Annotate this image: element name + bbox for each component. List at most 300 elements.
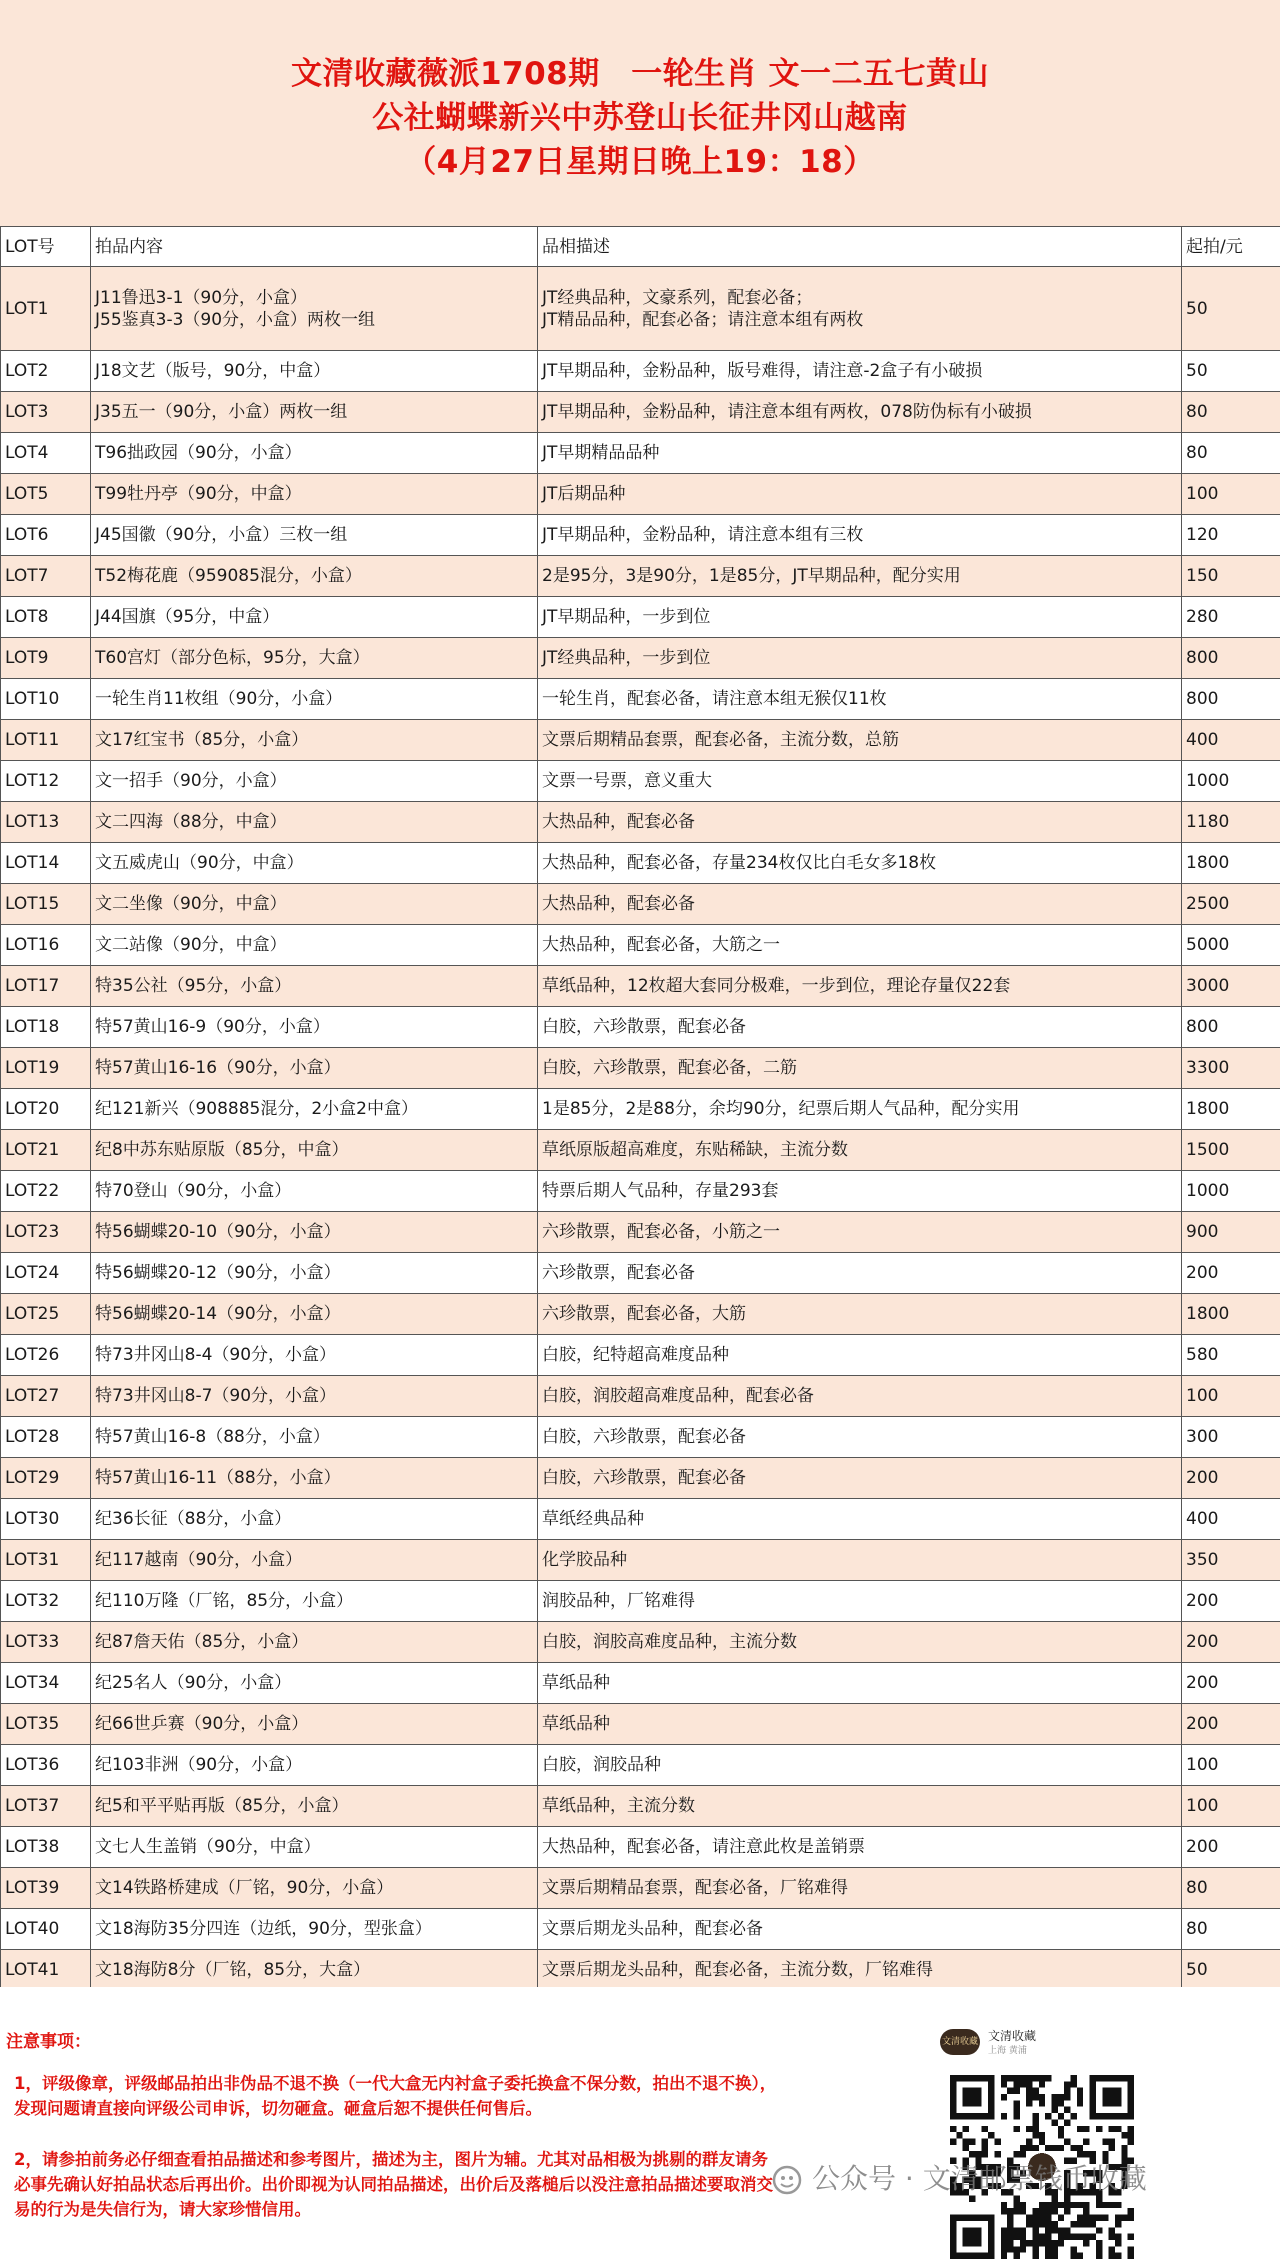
notes-section (0, 1987, 1280, 2257)
table-row (1, 1540, 1280, 1581)
lot-start-price: 200 (1182, 1704, 1280, 1745)
lot-number: LOT28 (1, 1417, 91, 1458)
lot-description-line: 2是95分，3是90分，1是85分，JT早期品种，配分实用 (542, 565, 1177, 587)
lot-start-price: 400 (1182, 720, 1280, 761)
lot-start-price: 580 (1182, 1335, 1280, 1376)
lot-number: LOT2 (1, 351, 91, 392)
lot-number: LOT27 (1, 1376, 91, 1417)
lot-description (538, 351, 1182, 392)
lot-start-price: 800 (1182, 638, 1280, 679)
lot-description-line: 文票后期龙头品种，配套必备，主流分数，厂铭难得 (542, 1959, 1177, 1981)
lot-content (91, 597, 538, 638)
lot-content (91, 1335, 538, 1376)
lot-number: LOT6 (1, 515, 91, 556)
lot-number: LOT19 (1, 1048, 91, 1089)
lot-start-price: 100 (1182, 474, 1280, 515)
table-row (1, 1171, 1280, 1212)
lot-content-line: 特56蝴蝶20-14（90分，小盒） (95, 1303, 533, 1325)
lot-content (91, 802, 538, 843)
lot-number: LOT16 (1, 925, 91, 966)
lot-content-line: 文14铁路桥建成（厂铭，90分，小盒） (95, 1877, 533, 1899)
table-row (1, 1745, 1280, 1786)
lot-description-line: 六珍散票，配套必备，大筋 (542, 1303, 1177, 1325)
lot-content-line: 特73井冈山8-7（90分，小盒） (95, 1385, 533, 1407)
lot-content-line: 文一招手（90分，小盒） (95, 770, 533, 792)
lot-description-line: 特票后期人气品种，存量293套 (542, 1180, 1177, 1202)
lot-description-line: 白胶，六珍散票，配套必备 (542, 1016, 1177, 1038)
lot-number: LOT31 (1, 1540, 91, 1581)
lot-content (91, 1007, 538, 1048)
lot-start-price: 800 (1182, 679, 1280, 720)
column-header-content: 拍品内容 (91, 227, 538, 267)
table-row (1, 720, 1280, 761)
table-row (1, 267, 1280, 351)
lot-description-line: 润胶品种，厂铭难得 (542, 1590, 1177, 1612)
lot-start-price: 150 (1182, 556, 1280, 597)
table-row (1, 433, 1280, 474)
table-row (1, 802, 1280, 843)
lot-description (538, 1335, 1182, 1376)
lot-number: LOT38 (1, 1827, 91, 1868)
note-item-1: 1，评级像章，评级邮品拍出非伪品不退不换（一代大盒无内衬盒子委托换盒不保分数，拍出不退不换），发现问题请直接向评级公司申诉，切勿砸盒。砸盒后恕不提供任何售后。 (14, 2071, 784, 2121)
lot-number: LOT36 (1, 1745, 91, 1786)
lot-content (91, 1827, 538, 1868)
lot-description (538, 1745, 1182, 1786)
lot-content-line: 文17红宝书（85分，小盒） (95, 729, 533, 751)
lot-number: LOT11 (1, 720, 91, 761)
lot-description (538, 1581, 1182, 1622)
lot-number: LOT34 (1, 1663, 91, 1704)
brand-header (938, 2025, 1138, 2059)
table-row (1, 1294, 1280, 1335)
lot-description (538, 267, 1182, 351)
lot-content (91, 720, 538, 761)
lot-description (538, 884, 1182, 925)
lot-content (91, 1950, 538, 1991)
lot-description-line: 化学胶品种 (542, 1549, 1177, 1571)
table-row (1, 474, 1280, 515)
lot-content (91, 1704, 538, 1745)
lot-description-line: 草纸品种，主流分数 (542, 1795, 1177, 1817)
lot-start-price: 100 (1182, 1745, 1280, 1786)
lot-description (538, 1417, 1182, 1458)
lot-number: LOT18 (1, 1007, 91, 1048)
lot-description (538, 843, 1182, 884)
lot-description-line: JT早期品种，金粉品种，请注意本组有三枚 (542, 524, 1177, 546)
lot-start-price: 50 (1182, 351, 1280, 392)
lot-description-line: JT精品品种，配套必备；请注意本组有两枚 (542, 309, 1177, 331)
lot-description (538, 1130, 1182, 1171)
lot-description (538, 1499, 1182, 1540)
lot-content-line: 纪117越南（90分，小盒） (95, 1549, 533, 1571)
table-row (1, 1786, 1280, 1827)
page-header (0, 0, 1280, 226)
lot-content-line: 文18海防8分（厂铭，85分，大盒） (95, 1959, 533, 1981)
lot-start-price: 300 (1182, 1417, 1280, 1458)
lot-description (538, 597, 1182, 638)
lot-description (538, 1868, 1182, 1909)
lot-description (538, 556, 1182, 597)
table-row (1, 1048, 1280, 1089)
lot-number: LOT33 (1, 1622, 91, 1663)
lot-description (538, 1663, 1182, 1704)
lot-number: LOT15 (1, 884, 91, 925)
lot-start-price: 80 (1182, 1868, 1280, 1909)
lot-description-line: JT后期品种 (542, 483, 1177, 505)
lot-description-line: 文票后期精品套票，配套必备，主流分数，总筋 (542, 729, 1177, 751)
lot-content-line: 特57黄山16-11（88分，小盒） (95, 1467, 533, 1489)
lot-description (538, 1540, 1182, 1581)
lot-content-line: J11鲁迅3-1（90分，小盒） (95, 287, 533, 309)
table-row (1, 925, 1280, 966)
lot-content (91, 843, 538, 884)
lot-content (91, 1048, 538, 1089)
lot-description (538, 1786, 1182, 1827)
lot-content (91, 679, 538, 720)
lot-description (538, 1704, 1182, 1745)
lot-description-line: JT经典品种，一步到位 (542, 647, 1177, 669)
table-row (1, 679, 1280, 720)
lot-content (91, 1622, 538, 1663)
lot-content (91, 1253, 538, 1294)
lot-description (538, 1950, 1182, 1991)
table-row (1, 884, 1280, 925)
lot-description (538, 1089, 1182, 1130)
lot-content (91, 474, 538, 515)
lot-start-price: 80 (1182, 433, 1280, 474)
lot-number: LOT9 (1, 638, 91, 679)
lot-content-line: J55鉴真3-3（90分，小盒）两枚一组 (95, 309, 533, 331)
table-row (1, 1909, 1280, 1950)
lot-content (91, 1212, 538, 1253)
lot-start-price: 100 (1182, 1376, 1280, 1417)
lot-number: LOT4 (1, 433, 91, 474)
lot-description (538, 1171, 1182, 1212)
lot-number: LOT5 (1, 474, 91, 515)
lot-content-line: 特73井冈山8-4（90分，小盒） (95, 1344, 533, 1366)
lot-number: LOT39 (1, 1868, 91, 1909)
lot-description (538, 679, 1182, 720)
lot-number: LOT13 (1, 802, 91, 843)
table-row (1, 1376, 1280, 1417)
lot-description-line: 1是85分，2是88分，余均90分，纪票后期人气品种，配分实用 (542, 1098, 1177, 1120)
lot-content-line: 纪36长征（88分，小盒） (95, 1508, 533, 1530)
lot-number: LOT7 (1, 556, 91, 597)
lot-number: LOT35 (1, 1704, 91, 1745)
lot-content (91, 1294, 538, 1335)
lot-content-line: 文七人生盖销（90分，中盒） (95, 1836, 533, 1858)
lot-content-line: 特57黄山16-9（90分，小盒） (95, 1016, 533, 1038)
lot-content-line: T96拙政园（90分，小盒） (95, 442, 533, 464)
lot-number: LOT12 (1, 761, 91, 802)
lot-number: LOT37 (1, 1786, 91, 1827)
table-row (1, 761, 1280, 802)
table-row (1, 1335, 1280, 1376)
lot-content-line: 纪66世乒赛（90分，小盒） (95, 1713, 533, 1735)
lot-number: LOT14 (1, 843, 91, 884)
lot-content (91, 1540, 538, 1581)
lot-content-line: 文二坐像（90分，中盒） (95, 893, 533, 915)
lot-number: LOT40 (1, 1909, 91, 1950)
brand-location: 上海 黄浦 (988, 2043, 1027, 2056)
table-row (1, 1499, 1280, 1540)
lot-description-line: 白胶，润胶超高难度品种，配套必备 (542, 1385, 1177, 1407)
watermark-text: 公众号 · 文清邮票钱币收藏 (812, 2162, 1147, 2195)
lot-number: LOT1 (1, 267, 91, 351)
lot-description (538, 1212, 1182, 1253)
lot-content-line: 纪121新兴（908885混分，2小盒2中盒） (95, 1098, 533, 1120)
table-row (1, 843, 1280, 884)
lot-content-line: 一轮生肖11枚组（90分，小盒） (95, 688, 533, 710)
lot-description (538, 1253, 1182, 1294)
lot-content-line: 特35公社（95分，小盒） (95, 975, 533, 997)
lot-content (91, 433, 538, 474)
lot-content (91, 392, 538, 433)
lot-content (91, 1909, 538, 1950)
lot-content (91, 1458, 538, 1499)
table-row (1, 1622, 1280, 1663)
brand-name: 文清收藏 (988, 2027, 1036, 2044)
lot-description-line: 白胶，六珍散票，配套必备 (542, 1467, 1177, 1489)
lot-content-line: 文二四海（88分，中盒） (95, 811, 533, 833)
lot-start-price: 200 (1182, 1622, 1280, 1663)
lot-start-price: 3300 (1182, 1048, 1280, 1089)
lot-number: LOT22 (1, 1171, 91, 1212)
lot-content (91, 1376, 538, 1417)
lot-number: LOT41 (1, 1950, 91, 1991)
lot-content-line: 特57黄山16-16（90分，小盒） (95, 1057, 533, 1079)
title-line-1: 文清收藏薇派1708期 一轮生肖 文一二五七黄山 (0, 52, 1280, 96)
lot-number: LOT17 (1, 966, 91, 1007)
table-row (1, 1663, 1280, 1704)
lot-content-line: 文五威虎山（90分，中盒） (95, 852, 533, 874)
table-row (1, 392, 1280, 433)
lot-description-line: 白胶，润胶高难度品种，主流分数 (542, 1631, 1177, 1653)
lot-content-line: 特70登山（90分，小盒） (95, 1180, 533, 1202)
lot-number: LOT20 (1, 1089, 91, 1130)
lot-table-body (1, 267, 1280, 1991)
lot-start-price: 2500 (1182, 884, 1280, 925)
lot-description-line: 文票后期龙头品种，配套必备 (542, 1918, 1177, 1940)
lot-number: LOT23 (1, 1212, 91, 1253)
lot-description (538, 761, 1182, 802)
table-row (1, 515, 1280, 556)
lot-number: LOT8 (1, 597, 91, 638)
lot-description (538, 433, 1182, 474)
lot-description (538, 515, 1182, 556)
lot-content-line: 特57黄山16-8（88分，小盒） (95, 1426, 533, 1448)
lot-number: LOT3 (1, 392, 91, 433)
lot-content (91, 1868, 538, 1909)
column-header-price: 起拍/元 (1182, 227, 1280, 267)
lot-number: LOT10 (1, 679, 91, 720)
lot-description (538, 474, 1182, 515)
lot-start-price: 1500 (1182, 1130, 1280, 1171)
lot-description (538, 392, 1182, 433)
lot-content-line: J44国旗（95分，中盒） (95, 606, 533, 628)
lot-content (91, 515, 538, 556)
table-row (1, 1417, 1280, 1458)
title-line-2: 公社蝴蝶新兴中苏登山长征井冈山越南 (0, 96, 1280, 140)
lot-description (538, 966, 1182, 1007)
lot-start-price: 5000 (1182, 925, 1280, 966)
lot-content-line: 纪8中苏东贴原版（85分，中盒） (95, 1139, 533, 1161)
lot-content-line: T52梅花鹿（959085混分，小盒） (95, 565, 533, 587)
lot-content-line: 文二站像（90分，中盒） (95, 934, 533, 956)
lot-description (538, 1909, 1182, 1950)
lot-content (91, 966, 538, 1007)
lot-start-price: 50 (1182, 1950, 1280, 1991)
lot-content (91, 1130, 538, 1171)
lot-content (91, 925, 538, 966)
lot-description-line: 大热品种，配套必备 (542, 893, 1177, 915)
table-row (1, 556, 1280, 597)
lot-description-line: 草纸原版超高难度，东贴稀缺，主流分数 (542, 1139, 1177, 1161)
table-header-row (1, 227, 1280, 267)
lot-content-line: 纪110万隆（厂铭，85分，小盒） (95, 1590, 533, 1612)
lot-content-line: 文18海防35分四连（边纸，90分，型张盒） (95, 1918, 533, 1940)
table-row (1, 1253, 1280, 1294)
lot-description (538, 1376, 1182, 1417)
lot-start-price: 80 (1182, 1909, 1280, 1950)
lot-content (91, 351, 538, 392)
lot-description-line: 文票后期精品套票，配套必备，厂铭难得 (542, 1877, 1177, 1899)
lot-table (0, 226, 1280, 1991)
table-row (1, 1704, 1280, 1745)
table-row (1, 1130, 1280, 1171)
qr-block (938, 2025, 1138, 2059)
lot-number: LOT25 (1, 1294, 91, 1335)
lot-start-price: 100 (1182, 1786, 1280, 1827)
column-header-lot: LOT号 (1, 227, 91, 267)
table-row (1, 1950, 1280, 1991)
lot-description (538, 638, 1182, 679)
lot-content (91, 1499, 538, 1540)
lot-content-line: T60宫灯（部分色标，95分，大盒） (95, 647, 533, 669)
lot-description (538, 1622, 1182, 1663)
wechat-official-account-icon (772, 2165, 802, 2195)
lot-start-price: 1000 (1182, 1171, 1280, 1212)
table-row (1, 966, 1280, 1007)
table-row (1, 1827, 1280, 1868)
lot-start-price: 1800 (1182, 843, 1280, 884)
lot-description-line: 六珍散票，配套必备，小筋之一 (542, 1221, 1177, 1243)
lot-content (91, 761, 538, 802)
lot-start-price: 200 (1182, 1663, 1280, 1704)
lot-description (538, 1007, 1182, 1048)
brand-logo: 文清收藏 (940, 2029, 980, 2055)
lot-description-line: 草纸经典品种 (542, 1508, 1177, 1530)
lot-number: LOT32 (1, 1581, 91, 1622)
lot-start-price: 200 (1182, 1458, 1280, 1499)
lot-start-price: 3000 (1182, 966, 1280, 1007)
lot-description-line: 大热品种，配套必备，大筋之一 (542, 934, 1177, 956)
lot-content-line: T99牡丹亭（90分，中盒） (95, 483, 533, 505)
lot-description-line: 草纸品种，12枚超大套同分极难，一步到位，理论存量仅22套 (542, 975, 1177, 997)
lot-number: LOT29 (1, 1458, 91, 1499)
lot-description (538, 1458, 1182, 1499)
lot-number: LOT24 (1, 1253, 91, 1294)
table-row (1, 1458, 1280, 1499)
table-row (1, 1212, 1280, 1253)
lot-content-line: J18文艺（版号，90分，中盒） (95, 360, 533, 382)
lot-number: LOT21 (1, 1130, 91, 1171)
lot-content (91, 1786, 538, 1827)
lot-start-price: 200 (1182, 1581, 1280, 1622)
lot-description-line: 大热品种，配套必备，存量234枚仅比白毛女多18枚 (542, 852, 1177, 874)
lot-start-price: 280 (1182, 597, 1280, 638)
lot-content (91, 556, 538, 597)
lot-start-price: 200 (1182, 1253, 1280, 1294)
lot-description-line: JT经典品种，文豪系列，配套必备； (542, 287, 1177, 309)
lot-description-line: JT早期品种，金粉品种，版号难得，请注意-2盒子有小破损 (542, 360, 1177, 382)
lot-start-price: 1800 (1182, 1294, 1280, 1335)
lot-content (91, 638, 538, 679)
lot-description-line: 草纸品种 (542, 1672, 1177, 1694)
lot-description (538, 1827, 1182, 1868)
lot-start-price: 50 (1182, 267, 1280, 351)
lot-content (91, 1171, 538, 1212)
table-row (1, 1868, 1280, 1909)
lot-content-line: J35五一（90分，小盒）两枚一组 (95, 401, 533, 423)
lot-number: LOT26 (1, 1335, 91, 1376)
lot-description (538, 925, 1182, 966)
table-row (1, 1007, 1280, 1048)
table-row (1, 1581, 1280, 1622)
lot-description (538, 1048, 1182, 1089)
lot-description (538, 1294, 1182, 1335)
lot-start-price: 80 (1182, 392, 1280, 433)
table-row (1, 1089, 1280, 1130)
lot-description-line: 大热品种，配套必备 (542, 811, 1177, 833)
lot-description-line: 草纸品种 (542, 1713, 1177, 1735)
lot-description-line: 文票一号票，意义重大 (542, 770, 1177, 792)
lot-description-line: 白胶，纪特超高难度品种 (542, 1344, 1177, 1366)
lot-content (91, 1663, 538, 1704)
lot-description-line: JT早期精品品种 (542, 442, 1177, 464)
lot-description-line: 六珍散票，配套必备 (542, 1262, 1177, 1284)
lot-description-line: 大热品种，配套必备，请注意此枚是盖销票 (542, 1836, 1177, 1858)
lot-content (91, 1581, 538, 1622)
lot-number: LOT30 (1, 1499, 91, 1540)
lot-content (91, 1745, 538, 1786)
lot-description (538, 802, 1182, 843)
title-line-3: （4月27日星期日晚上19：18） (0, 140, 1280, 184)
lot-description-line: 白胶，润胶品种 (542, 1754, 1177, 1776)
lot-content-line: 纪25名人（90分，小盒） (95, 1672, 533, 1694)
lot-content-line: J45国徽（90分，小盒）三枚一组 (95, 524, 533, 546)
lot-content-line: 纪5和平平贴再版（85分，小盒） (95, 1795, 533, 1817)
watermark (772, 2157, 1147, 2197)
lot-start-price: 120 (1182, 515, 1280, 556)
lot-start-price: 800 (1182, 1007, 1280, 1048)
table-row (1, 638, 1280, 679)
lot-start-price: 350 (1182, 1540, 1280, 1581)
lot-content-line: 纪87詹天佑（85分，小盒） (95, 1631, 533, 1653)
lot-description-line: JT早期品种，一步到位 (542, 606, 1177, 628)
lot-content (91, 267, 538, 351)
lot-content-line: 特56蝴蝶20-12（90分，小盒） (95, 1262, 533, 1284)
table-row (1, 597, 1280, 638)
lot-start-price: 1800 (1182, 1089, 1280, 1130)
lot-start-price: 1180 (1182, 802, 1280, 843)
lot-content (91, 884, 538, 925)
lot-description (538, 720, 1182, 761)
lot-description-line: 一轮生肖，配套必备，请注意本组无猴仅11枚 (542, 688, 1177, 710)
lot-content-line: 纪103非洲（90分，小盒） (95, 1754, 533, 1776)
lot-start-price: 200 (1182, 1827, 1280, 1868)
lot-start-price: 400 (1182, 1499, 1280, 1540)
